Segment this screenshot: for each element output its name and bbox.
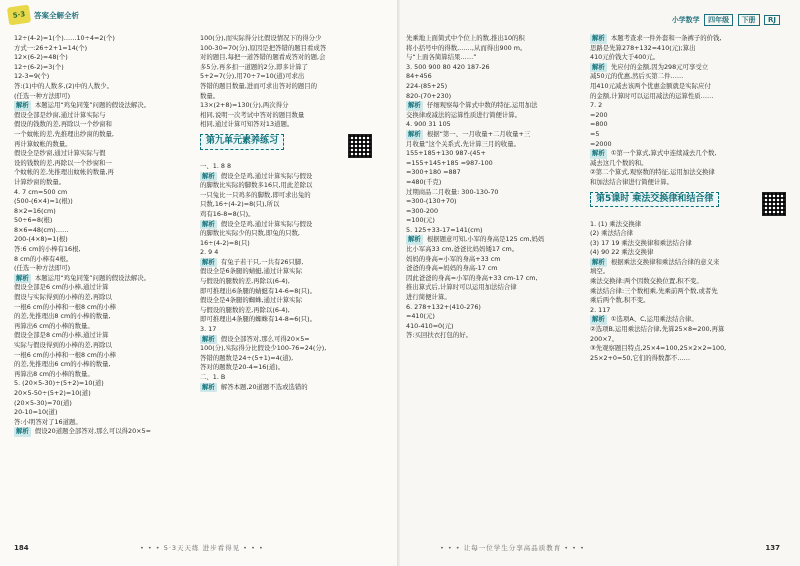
text-line: 实际与假设得到的小棒的差,再除以 <box>14 341 112 349</box>
right-header <box>672 14 780 26</box>
text-line: =480(千克) <box>406 177 442 186</box>
text-line: 410-410=0(元) <box>406 321 454 330</box>
text-line: 与假设的腿数的差,再除以(6-4), <box>200 277 290 286</box>
text-line: 200-(4×8)=1(根) <box>14 235 68 244</box>
text-line: 84+456 <box>406 72 432 81</box>
text-line: 解析 根据乘法交换律和乘法结合律的意义来 <box>592 257 720 266</box>
text-line: 和加法结合律进行简便计算。 <box>590 177 674 186</box>
text-line: 与假设的腿数的差,再除以(6-4), <box>200 305 290 314</box>
text-line: (2) 乘法结合律 <box>590 229 634 238</box>
text-line: 155+185+130 987-(45+ <box>406 149 486 158</box>
text-line: 与“上面各简算结果……” <box>406 53 477 62</box>
text-line: 乘后两个数,积不变。 <box>590 296 650 305</box>
text-line: 鸡有16-8=8(只)。 <box>200 209 255 218</box>
analysis-tag: 解析 <box>202 334 215 343</box>
analysis-tag: 解析 <box>592 62 605 71</box>
text-line: 解析 本题运用“鸡兔同笼”问题的假设法解决。 <box>16 273 151 282</box>
text-line: 50÷6=8(根) <box>14 216 53 225</box>
text-line: 答:买回扶衣打包的好。 <box>406 331 473 340</box>
text-line: 5. 125+33-17=141(cm) <box>406 225 483 234</box>
text-line: (任选一种方法即可) <box>14 264 71 273</box>
text-line: 2. 117 <box>590 305 611 314</box>
text-line: 410元价钱大于400元。 <box>590 53 660 62</box>
text-line: 解析 假设全是鸡,通过计算实际与假设 <box>202 219 313 228</box>
column-2 <box>200 34 376 392</box>
text-line: 解析 假设20道题全部答对,那么可以得20×5= <box>16 427 151 436</box>
text-line: 多5分,再多扣一道题的2分,即多计算了 <box>200 62 309 71</box>
text-line: 进行简便计算。 <box>406 293 451 302</box>
text-line: =155+145+185 =987-100 <box>406 158 493 167</box>
column-1 <box>14 34 190 437</box>
text-line: 解析 假设全是鸡,通过计算实际与假设 <box>202 171 313 180</box>
text-line: 个蚊帐的差,先推理出蚊帐的数量,再 <box>14 168 114 177</box>
text-line: 计算纱窗的数量。 <box>14 177 66 186</box>
text-line: 一个蚊帐的差,先推理出纱窗的数量, <box>14 129 114 138</box>
text-line: 减去这几个数的和。 <box>590 158 648 167</box>
edition-label: RJ <box>764 15 780 25</box>
text-line: 假设与实际得到的小棒的差,再除以 <box>14 293 112 302</box>
analysis-tag: 解析 <box>592 34 605 42</box>
text-line: (500-(6×4)=1(根)) <box>14 197 73 206</box>
text-line: 对的题目,每把一道答错的题看成答对的题,会 <box>200 53 326 62</box>
left-footer: • • • 5·3天天练 进步看得见 • • • <box>140 544 264 552</box>
text-line: 的脚数比实际的脚数多16只,用此差除以 <box>200 181 313 190</box>
analysis-tag: 解析 <box>16 101 29 110</box>
text-line: 减50元的优惠,然后买第二件…… <box>590 72 684 81</box>
text-line: 答:小明答对了16道题。 <box>14 417 82 426</box>
analysis-tag: 解析 <box>202 219 215 228</box>
text-line: 因此爸爸的身高=小军的身高+33 cm-17 cm, <box>406 273 538 282</box>
text-line: =300-200 <box>406 206 439 215</box>
text-line: 答错的题目数量,进而可求出答对的题目的 <box>200 81 318 90</box>
qr-code-icon[interactable] <box>348 134 372 158</box>
text-line: 20×5-50÷(5+2)=10(道) <box>14 388 91 397</box>
text-line: 一根6 cm的小棒和一根8 cm的小棒 <box>14 350 116 359</box>
text-line: 设的钱数的差,再除以一个纱窗和一 <box>14 158 112 167</box>
text-line: ②第二个算式,观察数的特征,运用加法交换律 <box>590 168 715 177</box>
text-line: 3. 17 <box>200 325 217 334</box>
text-line: 只数,16÷(4-2)=8(只),所以 <box>200 200 280 209</box>
text-line: 答对的题数是20-4=16(道)。 <box>200 363 285 372</box>
text-line: 8×6=48(cm)…… <box>14 225 69 234</box>
analysis-tag: 解析 <box>408 101 421 110</box>
right-footer: • • • 让每一位学生分享高品质教育 • • • <box>440 544 585 552</box>
subject-label: 小学数学 <box>671 16 700 24</box>
text-line: 1. (1) 乘法交换律 <box>590 219 642 228</box>
text-line: 的差,先推理出8 cm的小棒的数量, <box>14 312 111 321</box>
text-line: 过期商品二月收量: 300-130-70 <box>406 187 499 196</box>
text-line: 即可推理出6条腿的蜻蜓有14-6=8(只)。 <box>200 286 317 295</box>
section-header <box>200 134 376 158</box>
text-line: ③先观察题目特点,25×4=100,25×2×2=100, <box>590 344 727 353</box>
text-line: 12-3=9(个) <box>14 72 50 81</box>
text-line: 解析 本题考查求一件外套和一条裤子的价钱, <box>592 34 722 42</box>
text-line: 20-10=10(道) <box>14 408 58 417</box>
text-line: 假设的钱数的差,再除以一个纱窗和 <box>14 120 112 129</box>
section-header <box>590 192 790 216</box>
text-line: 即可推理出4条腿的蜘蛛有14-8=6(只)。 <box>200 315 317 324</box>
text-line: =200 <box>590 110 608 119</box>
text-line: 二、1. B <box>200 373 226 381</box>
section-title: 第5课时 乘法交换律和结合律 <box>590 192 719 208</box>
text-line: 解析 有兔子若干只,一共有26只脚, <box>202 257 304 266</box>
text-line: 假设全是6条腿的蜻蜓,通过计算实际 <box>200 267 302 276</box>
text-line: 假设全是4条腿的蜘蛛,通过计算实际 <box>200 296 302 305</box>
text-line: 200×7。 <box>590 334 619 343</box>
text-line: 解析 先应付的金额,因为298元可享受立 <box>592 62 709 71</box>
text-line: 的脚数比实际少的只数,即兔的只数, <box>200 229 300 238</box>
text-line: 假设全是纱窗,通过计算实际与假 <box>14 149 106 158</box>
column-3 <box>406 34 582 341</box>
text-line: 解析 ①第一个算式,算式中连续减去几个数, <box>592 149 717 158</box>
column-4 <box>590 34 790 363</box>
text-line: 解析 根据“第一、一月收量+二月收量+三 <box>408 129 531 138</box>
analysis-tag: 解析 <box>202 171 215 180</box>
text-line: 再计算蚊帐的数量。 <box>14 139 72 148</box>
qr-code-icon[interactable] <box>762 192 786 216</box>
text-line: 答:6 cm的小棒有16根, <box>14 245 81 254</box>
analysis-tag: 解析 <box>16 273 29 282</box>
text-line: 比小军高33 cm,爸爸比妈妈矮17 cm。 <box>406 245 519 254</box>
text-line: (20×5-30)=70(道) <box>14 398 72 407</box>
text-line: 先乘地上面简式中个位上的数,推出10的积 <box>406 34 525 42</box>
text-line: 相同,说明一次考试中答对的题目数量 <box>200 110 305 119</box>
text-line: 思路是先算278+132=410(元);算出 <box>590 43 696 52</box>
text-line: 12÷(4-2)=1(个)……10÷4=2(个) <box>14 34 115 42</box>
text-line: 解析 根据题意可知,小军的身高是125 cm,妈妈 <box>408 235 545 244</box>
text-line: 100(分),而实际得分比假设情况下的得分少 <box>200 34 322 42</box>
analysis-tag: 解析 <box>202 382 215 391</box>
text-line: 交换律或减法的运算性质进行简便计算。 <box>406 110 522 119</box>
text-line: 再算出6 cm的小棒的数量。 <box>14 321 94 330</box>
text-line: 答:(1)中的人数多,(2)中的人数少。 <box>14 81 113 90</box>
text-line: 12÷(6-2)=3(个) <box>14 62 64 71</box>
analysis-tag: 解析 <box>592 149 605 158</box>
text-line: 一、1. 8 8 <box>200 161 232 170</box>
text-line: (3) 17 19 乘法交换律和乘法结合律 <box>590 238 692 247</box>
text-line: 解析 假设全部答对,那么可得20×5= <box>202 334 310 343</box>
text-line: 一只兔比一只鸡多的脚数,即可求出兔的 <box>200 190 311 199</box>
text-line: 25×2+0=50,它们的得数都不…… <box>590 353 691 362</box>
left-banner: 答案全解全析 <box>34 11 79 20</box>
text-line: 答错的题数是24÷(5+1)=4(道), <box>200 353 294 362</box>
text-line: 乘法交换律:两个因数交换位置,积不变。 <box>590 277 703 286</box>
text-line: 假设全部是纱窗,通过计算实际与 <box>14 110 106 119</box>
text-line: 填空。 <box>590 267 610 276</box>
text-line: (任选一种方法即可) <box>14 91 71 100</box>
text-line: 月收量”这个关系式,先计算三月的收量。 <box>406 139 520 148</box>
text-line: =5 <box>590 129 600 138</box>
text-line: 相同,通过计算可知答对13道题。 <box>200 120 294 129</box>
text-line: 5+2=7(分),用70÷7=10(道)可求出 <box>200 72 305 81</box>
text-line: =100(元) <box>406 216 435 225</box>
text-line: =410(元) <box>406 312 435 321</box>
text-line: 3. 500 900 80 420 187-26 <box>406 62 490 71</box>
text-line: 100-30=70(分),原因是把答错的题目看成答 <box>200 43 327 52</box>
text-line: 推出算式后,计算时可以运用加法结合律 <box>406 283 517 292</box>
text-line: 4. 7 cm=500 cm <box>14 187 68 196</box>
text-line: 13×(2+8)=130(分),两次得分 <box>200 101 289 110</box>
text-line: 再算出8 cm的小棒的数量。 <box>14 369 94 378</box>
text-line: (4) 90 22 乘法交换律 <box>590 248 654 257</box>
text-line: 的金额,计算时可以运用减法的运算性质…… <box>590 91 714 100</box>
analysis-tag: 解析 <box>592 257 605 266</box>
text-line: =300+180 =887 <box>406 168 461 177</box>
term-label: 下册 <box>738 14 760 26</box>
analysis-tag: 解析 <box>408 129 421 138</box>
text-line: 100(分),实际得分比假设少100-76=24(分), <box>200 344 327 353</box>
text-line: 12×(6-2)=48(个) <box>14 53 68 62</box>
right-page-number: 137 <box>765 544 780 552</box>
text-line: =800 <box>590 120 608 129</box>
text-line: 一根6 cm的小棒和一根8 cm的小棒 <box>14 302 116 311</box>
analysis-tag: 解析 <box>408 235 421 244</box>
text-line: 8 cm的小棒有4根。 <box>14 254 73 263</box>
text-line: 6. 278+132+(410-276) <box>406 302 481 311</box>
text-line: ②选项B,运用乘法结合律,先算25×8=200,再算 <box>590 325 725 334</box>
text-line: 解析 ①选项A、C,运用乘法结合律。 <box>592 315 698 324</box>
analysis-tag: 解析 <box>16 427 29 436</box>
text-line: 5. (20×5-30)÷(5+2)=10(道) <box>14 379 104 388</box>
text-line: 将小括号中的得数,……,从而得出900 m。 <box>406 43 527 52</box>
text-line: 假设全部是8 cm的小棒,通过计算 <box>14 331 109 340</box>
section-title: 第九单元素养练习 <box>200 134 284 150</box>
text-line: 16÷(4-2)=8(只) <box>200 238 250 247</box>
analysis-tag: 解析 <box>592 315 605 324</box>
text-line: 的差,先推理出6 cm的小棒的数量, <box>14 360 111 369</box>
left-page-number: 184 <box>14 544 29 552</box>
text-line: 820-(70+230) <box>406 91 452 100</box>
text-line: 4. 900 31 105 <box>406 120 451 129</box>
right-page <box>400 0 800 566</box>
text-line: 妈妈的身高=小军的身高+33 cm <box>406 254 501 263</box>
text-line: 解析 仔细观察每个算式中数的特征,运用加法 <box>408 101 538 110</box>
text-line: 方式一:26÷2+1=14(个) <box>14 43 88 52</box>
text-line: 224-(85+25) <box>406 81 448 90</box>
text-line: 解析 解答本题,20道题不选或选错的 <box>202 382 308 391</box>
brand-logo: 5·3 <box>7 5 31 26</box>
text-line: 假设全部是6 cm的小棒,通过计算 <box>14 283 109 292</box>
text-line: 8×2=16(cm) <box>14 206 56 215</box>
grade-label: 四年级 <box>704 14 733 26</box>
text-line: 乘法结合律:三个数相乘,先乘前两个数,或者先 <box>590 286 718 295</box>
text-line: =2000 <box>590 139 612 148</box>
text-line: 爸爸的身高=妈妈的身高-17 cm <box>406 264 498 273</box>
text-line: 数量。 <box>200 91 220 100</box>
text-line: 解析 本题运用“鸡兔同笼”问题的假设法解决。 <box>16 101 151 110</box>
text-line: 2. 9 4 <box>200 248 219 257</box>
text-line: 用410元减去该两个优惠金额就是实际应付 <box>590 81 711 90</box>
text-line: 7. 2 <box>590 101 603 110</box>
text-line: =300-(130+70) <box>406 197 457 206</box>
analysis-tag: 解析 <box>202 257 215 266</box>
